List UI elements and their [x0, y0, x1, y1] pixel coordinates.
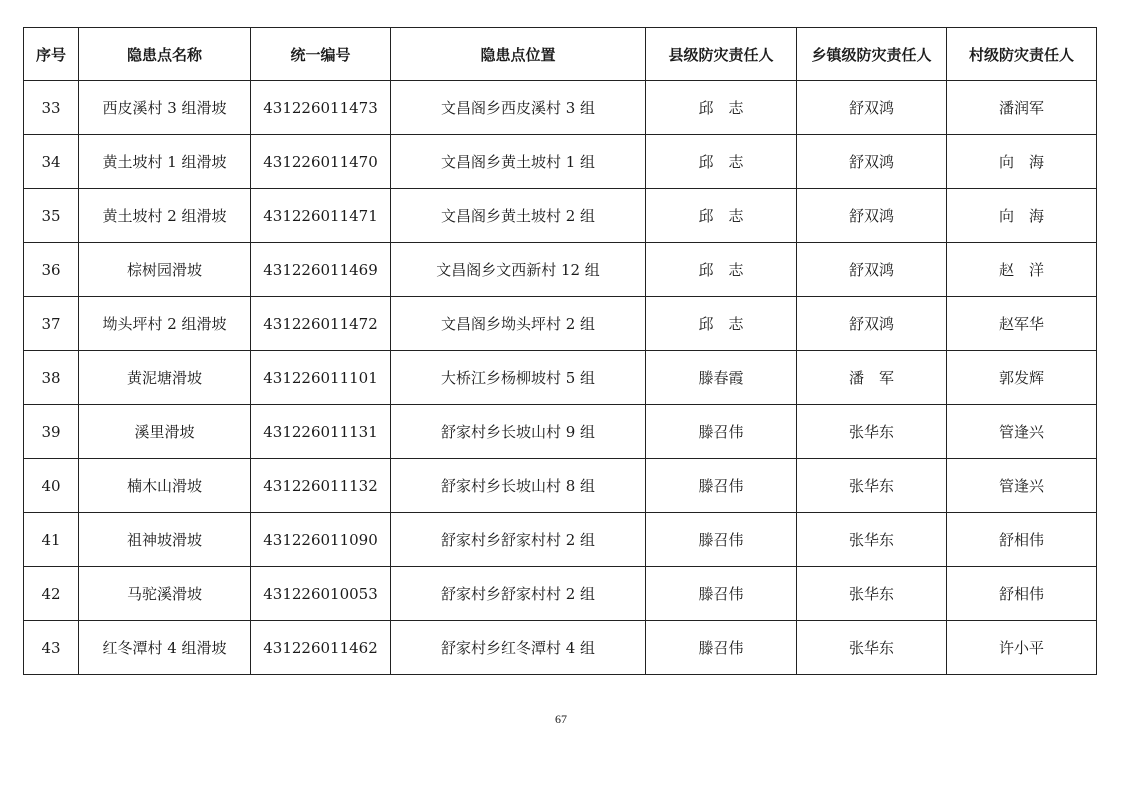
- cell-hazard-name: 祖神坡滑坡: [79, 513, 251, 567]
- cell-township-officer: 舒双鸿: [797, 135, 947, 189]
- table-row: [24, 135, 1097, 189]
- cell-unified-code: 431226011472: [251, 297, 391, 351]
- cell-location: 舒家村乡舒家村村 2 组: [391, 567, 646, 621]
- cell-hazard-name: 红冬潭村 4 组滑坡: [79, 621, 251, 675]
- cell-index: 41: [24, 513, 79, 567]
- cell-village-officer: 舒相伟: [947, 567, 1097, 621]
- cell-index: 35: [24, 189, 79, 243]
- cell-hazard-name: 西皮溪村 3 组滑坡: [79, 81, 251, 135]
- cell-village-officer: 郭发辉: [947, 351, 1097, 405]
- cell-hazard-name: 棕树园滑坡: [79, 243, 251, 297]
- table-header-row: [24, 28, 1097, 81]
- column-header-code: 统一编号: [251, 28, 391, 81]
- cell-unified-code: 431226011462: [251, 621, 391, 675]
- table-row: [24, 405, 1097, 459]
- cell-index: 42: [24, 567, 79, 621]
- table-row: [24, 243, 1097, 297]
- cell-unified-code: 431226011471: [251, 189, 391, 243]
- page-number: 67: [555, 712, 567, 726]
- cell-township-officer: 张华东: [797, 621, 947, 675]
- cell-township-officer: 舒双鸿: [797, 297, 947, 351]
- cell-index: 34: [24, 135, 79, 189]
- cell-unified-code: 431226010053: [251, 567, 391, 621]
- cell-township-officer: 张华东: [797, 405, 947, 459]
- cell-township-officer: 张华东: [797, 567, 947, 621]
- cell-index: 39: [24, 405, 79, 459]
- cell-unified-code: 431226011131: [251, 405, 391, 459]
- cell-unified-code: 431226011132: [251, 459, 391, 513]
- cell-township-officer: 潘 军: [797, 351, 947, 405]
- cell-village-officer: 向 海: [947, 135, 1097, 189]
- table-row: [24, 513, 1097, 567]
- cell-village-officer: 赵 洋: [947, 243, 1097, 297]
- cell-township-officer: 舒双鸿: [797, 81, 947, 135]
- column-header-township-officer: 乡镇级防灾责任人: [797, 28, 947, 81]
- cell-hazard-name: 马驼溪滑坡: [79, 567, 251, 621]
- cell-index: 43: [24, 621, 79, 675]
- cell-county-officer: 邱 志: [646, 243, 797, 297]
- cell-hazard-name: 坳头坪村 2 组滑坡: [79, 297, 251, 351]
- table-row: [24, 567, 1097, 621]
- cell-village-officer: 向 海: [947, 189, 1097, 243]
- cell-location: 舒家村乡红冬潭村 4 组: [391, 621, 646, 675]
- cell-county-officer: 滕春霞: [646, 351, 797, 405]
- hazard-point-table: [23, 27, 1097, 675]
- cell-hazard-name: 黄土坡村 2 组滑坡: [79, 189, 251, 243]
- cell-county-officer: 邱 志: [646, 81, 797, 135]
- cell-county-officer: 滕召伟: [646, 405, 797, 459]
- cell-location: 文昌阁乡黄土坡村 2 组: [391, 189, 646, 243]
- table-body: [24, 81, 1097, 675]
- cell-county-officer: 邱 志: [646, 297, 797, 351]
- cell-unified-code: 431226011469: [251, 243, 391, 297]
- cell-township-officer: 舒双鸿: [797, 189, 947, 243]
- cell-unified-code: 431226011470: [251, 135, 391, 189]
- cell-hazard-name: 楠木山滑坡: [79, 459, 251, 513]
- cell-township-officer: 张华东: [797, 459, 947, 513]
- cell-county-officer: 邱 志: [646, 135, 797, 189]
- cell-location: 舒家村乡舒家村村 2 组: [391, 513, 646, 567]
- table-row: [24, 621, 1097, 675]
- cell-village-officer: 潘润军: [947, 81, 1097, 135]
- cell-index: 36: [24, 243, 79, 297]
- cell-hazard-name: 黄泥塘滑坡: [79, 351, 251, 405]
- cell-location: 文昌阁乡黄土坡村 1 组: [391, 135, 646, 189]
- cell-index: 38: [24, 351, 79, 405]
- table-row: [24, 81, 1097, 135]
- column-header-village-officer: 村级防灾责任人: [947, 28, 1097, 81]
- cell-location: 舒家村乡长坡山村 9 组: [391, 405, 646, 459]
- table-row: [24, 189, 1097, 243]
- cell-county-officer: 滕召伟: [646, 513, 797, 567]
- cell-unified-code: 431226011090: [251, 513, 391, 567]
- cell-unified-code: 431226011473: [251, 81, 391, 135]
- cell-village-officer: 管逢兴: [947, 405, 1097, 459]
- table-row: [24, 351, 1097, 405]
- cell-village-officer: 管逢兴: [947, 459, 1097, 513]
- cell-township-officer: 舒双鸿: [797, 243, 947, 297]
- cell-location: 文昌阁乡西皮溪村 3 组: [391, 81, 646, 135]
- cell-county-officer: 滕召伟: [646, 567, 797, 621]
- cell-hazard-name: 溪里滑坡: [79, 405, 251, 459]
- table-row: [24, 459, 1097, 513]
- table-row: [24, 297, 1097, 351]
- cell-index: 33: [24, 81, 79, 135]
- cell-unified-code: 431226011101: [251, 351, 391, 405]
- column-header-name: 隐患点名称: [79, 28, 251, 81]
- cell-township-officer: 张华东: [797, 513, 947, 567]
- column-header-location: 隐患点位置: [391, 28, 646, 81]
- cell-location: 文昌阁乡文西新村 12 组: [391, 243, 646, 297]
- cell-location: 文昌阁乡坳头坪村 2 组: [391, 297, 646, 351]
- cell-village-officer: 赵军华: [947, 297, 1097, 351]
- column-header-index: 序号: [24, 28, 79, 81]
- cell-hazard-name: 黄土坡村 1 组滑坡: [79, 135, 251, 189]
- cell-county-officer: 邱 志: [646, 189, 797, 243]
- cell-county-officer: 滕召伟: [646, 459, 797, 513]
- cell-index: 40: [24, 459, 79, 513]
- cell-village-officer: 舒相伟: [947, 513, 1097, 567]
- cell-location: 舒家村乡长坡山村 8 组: [391, 459, 646, 513]
- cell-index: 37: [24, 297, 79, 351]
- cell-county-officer: 滕召伟: [646, 621, 797, 675]
- column-header-county-officer: 县级防灾责任人: [646, 28, 797, 81]
- cell-location: 大桥江乡杨柳坡村 5 组: [391, 351, 646, 405]
- cell-village-officer: 许小平: [947, 621, 1097, 675]
